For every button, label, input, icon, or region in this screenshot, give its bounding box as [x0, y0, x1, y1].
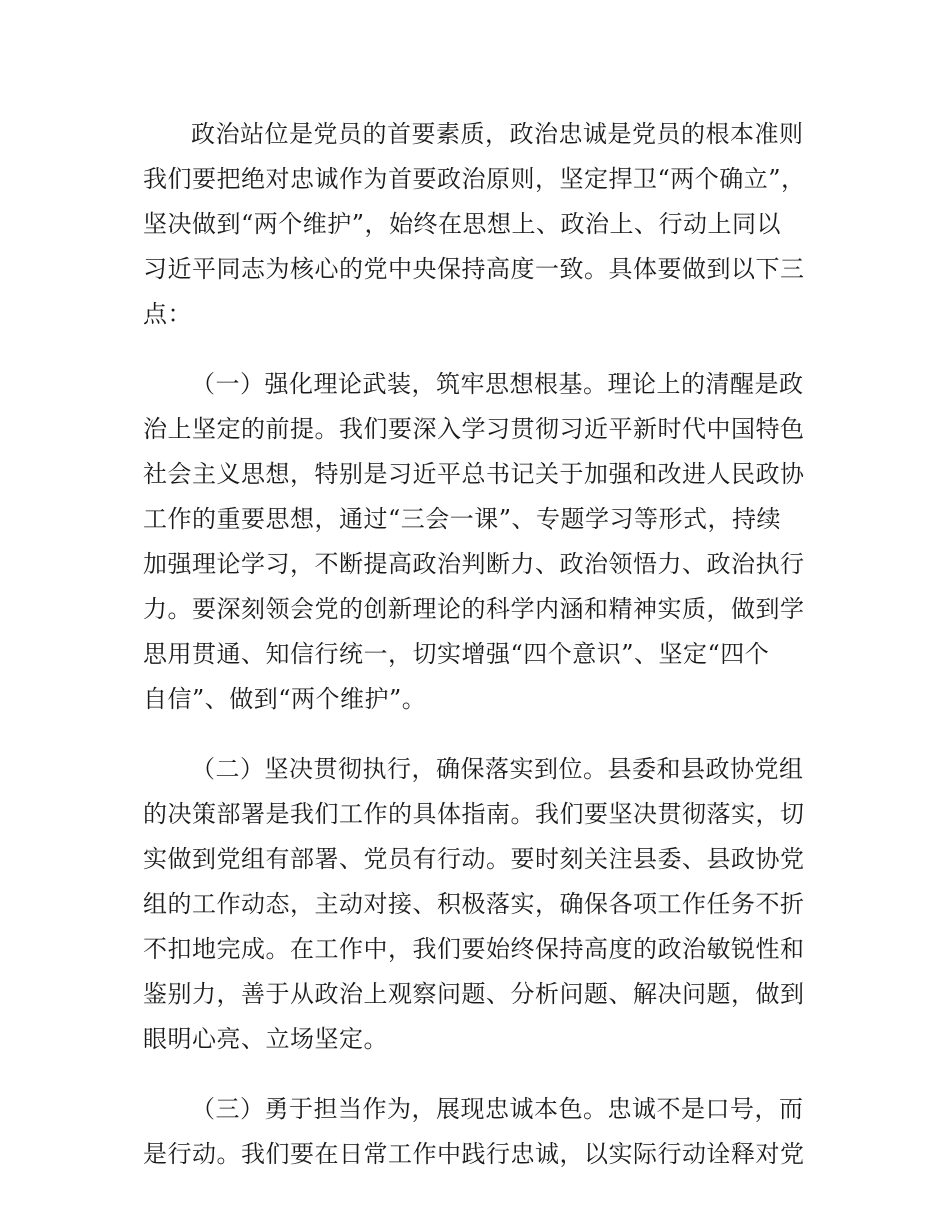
paragraph-political-stance — [143, 112, 815, 337]
paragraph-point-three — [143, 1087, 815, 1177]
text-line: （二）坚决贯彻执行，确保落实到位。县委和县政协党组 — [191, 755, 804, 783]
text-line: 加强理论学习，不断提高政治判断力、政治领悟力、政治执行 — [143, 550, 805, 578]
text-line: 我们要把绝对忠诚作为首要政治原则，坚定捍卫“两个确立”， — [143, 165, 806, 193]
text-line: 政治站位是党员的首要素质，政治忠诚是党员的根本准则 — [191, 120, 804, 148]
text-line: 是行动。我们要在日常工作中践行忠诚，以实际行动诠释对党 — [143, 1140, 805, 1168]
text-line: 工作的重要思想，通过“三会一课”、专题学习等形式，持续 — [143, 505, 782, 533]
document-body — [143, 112, 815, 1177]
text-line: 的决策部署是我们工作的具体指南。我们要坚决贯彻落实，切 — [143, 800, 805, 828]
text-line: 坚决做到“两个维护”，始终在思想上、政治上、行动上同以 — [143, 210, 782, 238]
text-line: 点： — [143, 300, 192, 328]
text-line: 不扣地完成。在工作中，我们要始终保持高度的政治敏锐性和 — [143, 935, 805, 963]
text-line: 组的工作动态，主动对接、积极落实，确保各项工作任务不折 — [143, 890, 805, 918]
paragraph-point-two — [143, 747, 815, 1062]
text-line: 思用贯通、知信行统一，切实增强“四个意识”、坚定“四个 — [143, 640, 770, 668]
text-line: （三）勇于担当作为，展现忠诚本色。忠诚不是口号，而 — [191, 1095, 804, 1123]
text-line: （一）强化理论武装，筑牢思想根基。理论上的清醒是政 — [191, 370, 804, 398]
text-line: 治上坚定的前提。我们要深入学习贯彻习近平新时代中国特色 — [143, 415, 805, 443]
text-line: 实做到党组有部署、党员有行动。要时刻关注县委、县政协党 — [143, 845, 805, 873]
text-line: 社会主义思想，特别是习近平总书记关于加强和改进人民政协 — [143, 460, 805, 488]
paragraph-point-one — [143, 362, 815, 722]
text-line: 力。要深刻领会党的创新理论的科学内涵和精神实质，做到学 — [143, 595, 805, 623]
paragraph-gap — [143, 1062, 815, 1087]
text-line: 鉴别力，善于从政治上观察问题、分析问题、解决问题，做到 — [143, 980, 805, 1008]
text-line: 眼明心亮、立场坚定。 — [143, 1025, 388, 1053]
text-line: 习近平同志为核心的党中央保持高度一致。具体要做到以下三 — [143, 255, 805, 283]
paragraph-gap — [143, 722, 815, 747]
paragraph-gap — [143, 337, 815, 362]
text-line: 自信”、做到“两个维护”。 — [143, 685, 427, 713]
